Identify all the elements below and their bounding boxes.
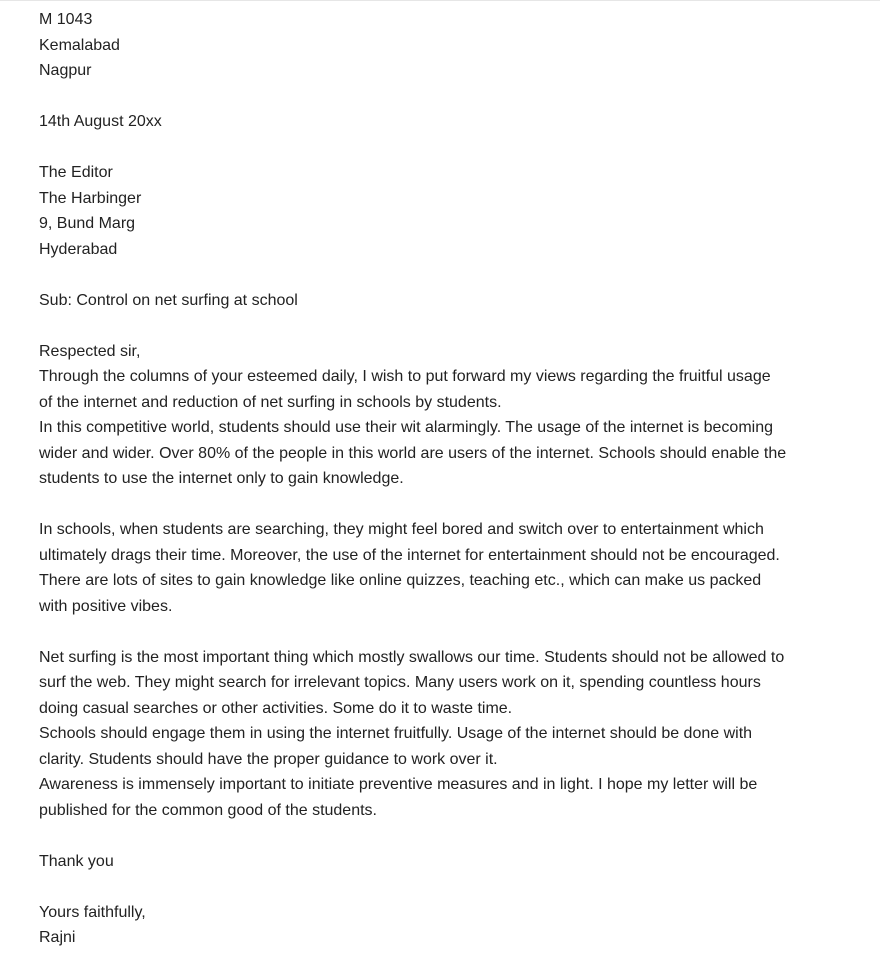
- closing-line: Yours faithfully,: [39, 903, 146, 921]
- paragraph-line: clarity. Students should have the proper guidance to work over it.: [39, 750, 498, 768]
- paragraph-line: Through the columns of your esteemed daily, I wish to put forward my views regarding the fruitful usage: [39, 368, 771, 385]
- body-paragraph-3: [39, 645, 839, 824]
- recipient-address-line: The Harbinger: [39, 189, 142, 207]
- paragraph-line: wider and wider. Over 80% of the people in this world are users of the internet. Schools should enable the: [39, 444, 787, 462]
- sender-address-line: M 1043: [39, 11, 93, 28]
- spacer: [39, 874, 839, 900]
- letter-subject: Sub: Control on net surfing at school: [39, 291, 298, 309]
- paragraph-line: ultimately drags their time. Moreover, the use of the internet for entertainment should not be encouraged.: [39, 546, 780, 564]
- body-paragraph-2: [39, 517, 839, 619]
- paragraph-line: Schools should engage them in using the internet fruitfully. Usage of the internet should be done with: [39, 725, 753, 742]
- recipient-address-line: Hyderabad: [39, 240, 118, 258]
- thanks-line: Thank you: [39, 852, 114, 870]
- salutation: Respected sir,: [39, 342, 141, 360]
- sender-address-line: Nagpur: [39, 62, 92, 79]
- paragraph-line: with positive vibes.: [39, 597, 173, 615]
- recipient-address: [39, 160, 839, 262]
- spacer: [39, 262, 839, 288]
- letter-body: [39, 7, 839, 951]
- spacer: [39, 84, 839, 110]
- recipient-address-line: The Editor: [39, 164, 113, 181]
- spacer: [39, 619, 839, 645]
- paragraph-line: In this competitive world, students should use their wit alarmingly. The usage of the internet is becoming: [39, 419, 774, 436]
- paragraph-line: students to use the internet only to gain knowledge.: [39, 470, 404, 487]
- paragraph-line: published for the common good of the students.: [39, 801, 377, 819]
- spacer: [39, 313, 839, 339]
- letter-date: 14th August 20xx: [39, 113, 162, 130]
- spacer: [39, 823, 839, 849]
- recipient-address-line: 9, Bund Marg: [39, 215, 136, 232]
- spacer: [39, 492, 839, 518]
- paragraph-line: surf the web. They might search for irrelevant topics. Many users work on it, spending countless hours: [39, 674, 761, 691]
- signature: Rajni: [39, 929, 76, 946]
- spacer: [39, 135, 839, 161]
- paragraph-line: of the internet and reduction of net surfing in schools by students.: [39, 393, 502, 411]
- paragraph-line: doing casual searches or other activities. Some do it to waste time.: [39, 699, 513, 717]
- body-paragraph-1: [39, 364, 839, 492]
- paragraph-line: Net surfing is the most important thing which mostly swallows our time. Students should not be allowed to: [39, 648, 785, 666]
- sender-address: [39, 7, 839, 84]
- sender-address-line: Kemalabad: [39, 36, 120, 54]
- paragraph-line: Awareness is immensely important to initiate preventive measures and in light. I hope my letter will be: [39, 776, 758, 793]
- paragraph-line: In schools, when students are searching, they might feel bored and switch over to entertainment which: [39, 521, 764, 538]
- paragraph-line: There are lots of sites to gain knowledge like online quizzes, teaching etc., which can make us packed: [39, 572, 762, 589]
